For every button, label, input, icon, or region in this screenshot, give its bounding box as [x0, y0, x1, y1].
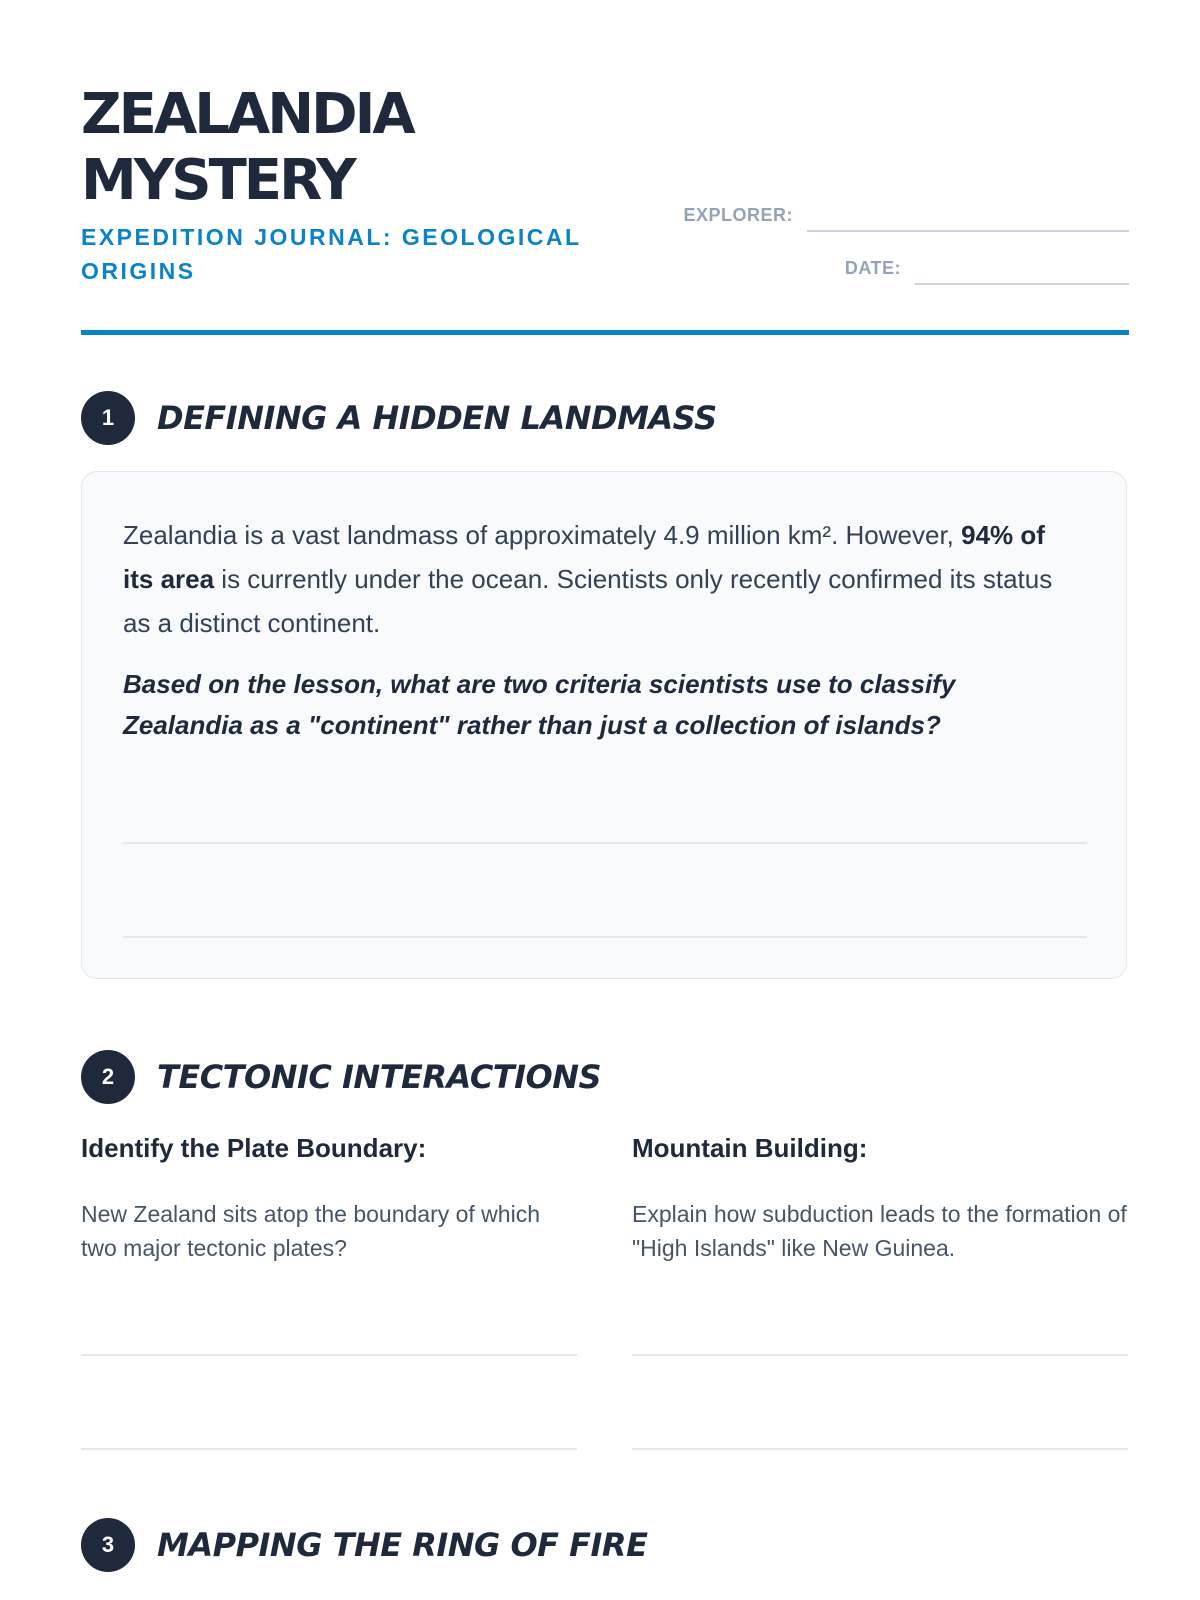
section-1-card — [81, 471, 1127, 979]
header-divider — [81, 330, 1129, 335]
mountain-building-title: Mountain Building: — [632, 1133, 868, 1163]
explorer-input-line[interactable] — [807, 200, 1129, 232]
section-1-number-badge: 1 — [81, 391, 135, 445]
plate-boundary-title: Identify the Plate Boundary: — [81, 1133, 427, 1163]
section-1-title: DEFINING A HIDDEN LANDMASS — [157, 399, 717, 437]
plate-boundary-answer-line-1[interactable] — [81, 1354, 577, 1356]
section-1-intro — [123, 513, 1063, 645]
date-label: DATE: — [844, 258, 901, 278]
mountain-building-prompt: Explain how subduction leads to the formation of "High Islands" like New Guinea. — [632, 1201, 1127, 1261]
section-1-question: Based on the lesson, what are two criteria scientists use to classify Zealandia as a "continent" rather than just a collection of islands? — [123, 669, 956, 740]
page-subtitle: EXPEDITION JOURNAL: GEOLOGICAL ORIGINS — [81, 224, 582, 284]
mountain-building-column — [632, 1130, 1128, 1460]
page-title — [81, 82, 413, 214]
worksheet-page — [81, 0, 1129, 1600]
section-3-title: MAPPING THE RING OF FIRE — [157, 1526, 648, 1564]
plate-boundary-prompt: New Zealand sits atop the boundary of which two major tectonic plates? — [81, 1201, 540, 1261]
section-3-number-badge: 3 — [81, 1518, 135, 1572]
section-1-answer-line-1[interactable] — [123, 842, 1087, 844]
date-input-line[interactable] — [915, 253, 1129, 285]
date-field — [845, 253, 1129, 285]
title-line-2: MYSTERY — [81, 148, 354, 213]
section-1-answer-line-2[interactable] — [123, 936, 1087, 938]
intro-text-end: is currently under the ocean. Scientists only recently confirmed its status as a distinct continent. — [123, 564, 1053, 638]
explorer-field — [683, 200, 1129, 232]
section-2-heading — [81, 1050, 601, 1104]
plate-boundary-column — [81, 1130, 577, 1460]
section-2-title: TECTONIC INTERACTIONS — [157, 1058, 602, 1096]
section-2-number-badge: 2 — [81, 1050, 135, 1104]
title-line-1: ZEALANDIA — [81, 82, 413, 147]
intro-highlight: 94% of its area — [123, 520, 1045, 594]
explorer-label: EXPLORER: — [683, 205, 793, 225]
mountain-building-answer-line-1[interactable] — [632, 1354, 1128, 1356]
intro-text-start: Zealandia is a vast landmass of approximately 4.9 million km². However, — [123, 520, 962, 550]
mountain-building-answer-line-2[interactable] — [632, 1448, 1128, 1450]
plate-boundary-answer-line-2[interactable] — [81, 1448, 577, 1450]
section-3-heading — [81, 1518, 647, 1572]
section-1-heading — [81, 391, 717, 445]
